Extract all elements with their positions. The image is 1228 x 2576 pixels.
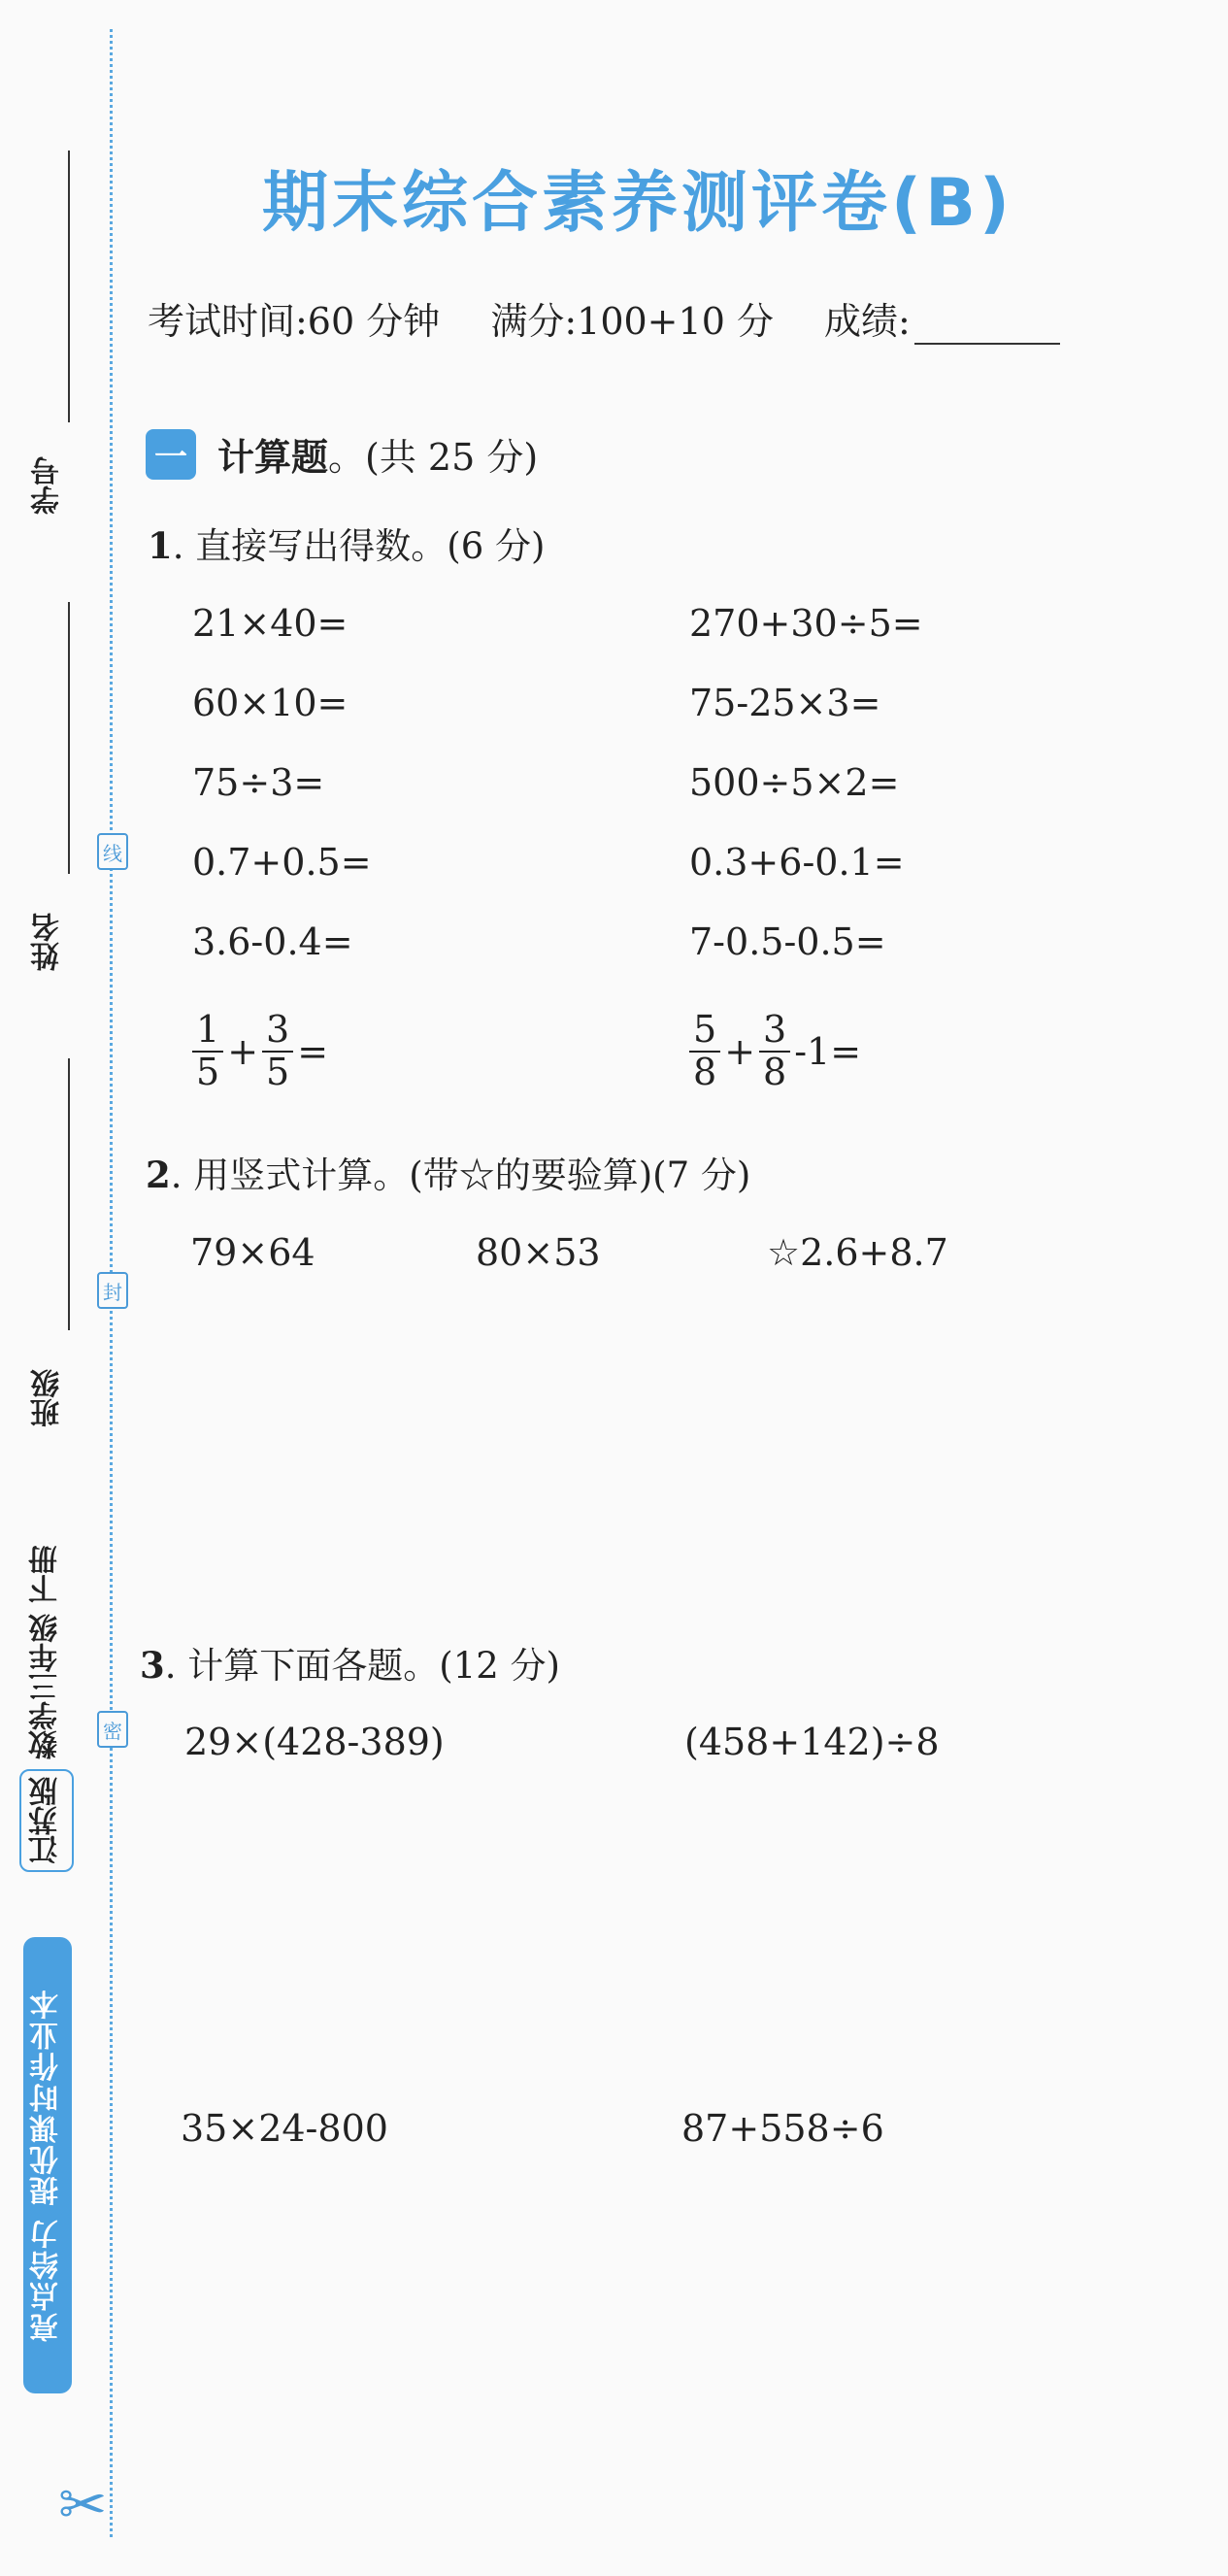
q3-expr: 29×(428-389): [184, 1721, 445, 1763]
fraction: $\frac{5}{8}$: [689, 1010, 720, 1093]
name-label: 姓名: [31, 913, 65, 971]
section-name: 计算题: [217, 436, 329, 479]
seal-char-secret: 密: [97, 1711, 128, 1748]
q1-expr: 75÷3=: [192, 761, 325, 804]
seal-char-seal: 封: [97, 1272, 128, 1309]
q1-fraction-expr: $\frac{5}{8}$ + $\frac{3}{8}$ -1=: [685, 1010, 861, 1093]
q1-expr: 0.3+6-0.1=: [689, 841, 905, 884]
full-score: 满分:100+10 分: [490, 300, 774, 343]
q1-fraction-expr: $\frac{1}{5}$ + $\frac{3}{5}$ =: [188, 1010, 328, 1093]
q1-expr: 500÷5×2=: [689, 761, 900, 804]
seal-char-line: 线: [97, 833, 128, 870]
score-blank[interactable]: [914, 343, 1060, 345]
fraction: $\frac{3}{5}$: [262, 1010, 293, 1093]
name-line: [68, 602, 70, 874]
scissors-icon: ✂: [58, 2471, 108, 2539]
q1-expr: 60×10=: [192, 682, 348, 724]
section-points: 。(共 25 分): [328, 436, 539, 479]
section-header: [146, 427, 538, 481]
series-banner: 亮点给力 提优课时作业本: [23, 1937, 72, 2393]
question-3-title: 3. 计算下面各题。(12 分): [140, 1644, 560, 1687]
score-label: 成绩:: [824, 300, 1099, 343]
exam-info: [148, 291, 1138, 345]
q3-expr: 35×24-800: [181, 2107, 388, 2150]
class-line: [68, 1058, 70, 1330]
q1-expr: 7-0.5-0.5=: [689, 920, 886, 963]
question-1-title: 1. 直接写出得数。(6 分): [148, 524, 546, 567]
q1-expr: 21×40=: [192, 602, 348, 645]
question-2-title: 2. 用竖式计算。(带☆的要验算)(7 分): [146, 1154, 751, 1196]
q2-expr: 79×64: [190, 1231, 315, 1274]
q1-expr: 75-25×3=: [689, 682, 881, 724]
edition-label: 江苏版: [19, 1769, 74, 1872]
book-info: [21, 1495, 72, 1923]
q1-expr: 3.6-0.4=: [192, 920, 353, 963]
page-title: 期末综合素养测评卷(B): [262, 165, 1013, 242]
fraction: $\frac{1}{5}$: [192, 1010, 223, 1093]
q3-expr: 87+558÷6: [681, 2107, 884, 2150]
q2-expr: 80×53: [476, 1231, 601, 1274]
class-label: 班级: [31, 1369, 65, 1427]
q3-expr: (458+142)÷8: [684, 1721, 940, 1763]
student-no-line: [68, 151, 70, 422]
fraction: $\frac{3}{8}$: [759, 1010, 790, 1093]
q1-expr: 0.7+0.5=: [192, 841, 372, 884]
q2-expr: ☆2.6+8.7: [767, 1231, 948, 1274]
book-label: 数学三年级 下册: [29, 1545, 63, 1760]
section-badge: 一: [146, 429, 196, 480]
q1-expr: 270+30÷5=: [689, 602, 923, 645]
exam-time: 考试时间:60 分钟: [148, 300, 441, 343]
student-no-label: 学号: [31, 456, 65, 515]
